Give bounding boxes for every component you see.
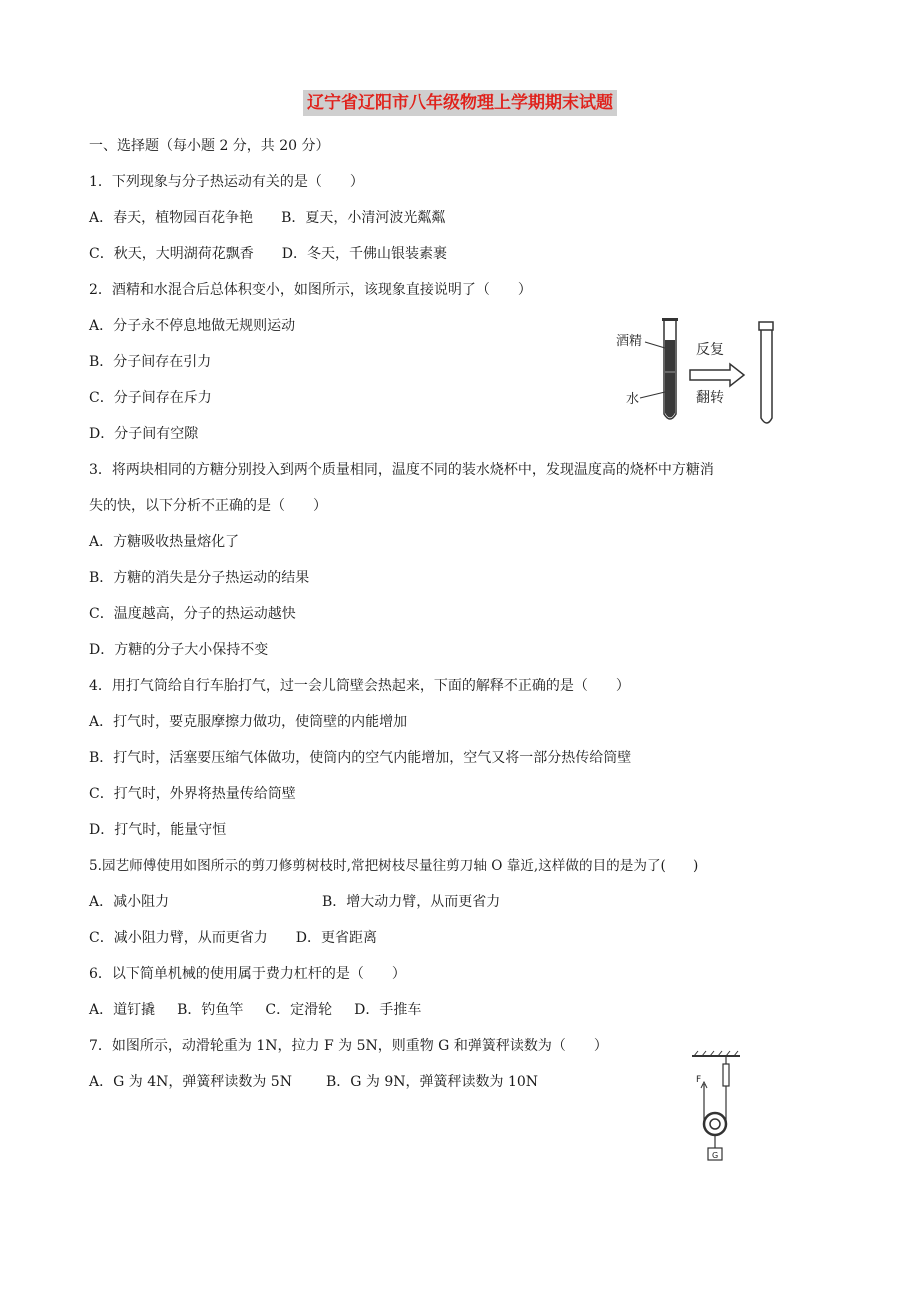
- q4-option-c: C．打气时，外界将热量传给筒壁: [89, 786, 296, 802]
- q5-option-c: C．减小阻力臂，从而更省力: [89, 930, 268, 946]
- section-heading: 一、选择题（每小题 2 分，共 20 分）: [89, 138, 330, 154]
- q4-stem: 4．用打气筒给自行车胎打气，过一会儿筒壁会热起来，下面的解释不正确的是（ ）: [89, 678, 630, 694]
- q4-option-b: B．打气时，活塞要压缩气体做功，使筒内的空气内能增加，空气又将一部分热传给筒壁: [89, 750, 632, 766]
- q3-option-a: A．方糖吸收热量熔化了: [89, 534, 240, 550]
- arrow-label-top: 反复: [696, 342, 724, 358]
- q7-options-ab: [89, 1072, 538, 1092]
- q5-option-b: B．增大动力臂，从而更省力: [322, 894, 501, 910]
- test-tube-figure: [612, 312, 792, 430]
- q7-stem: 7．如图所示，动滑轮重为 1N，拉力 F 为 5N，则重物 G 和弹簧秤读数为（ ）: [89, 1038, 608, 1054]
- q1-stem: 1．下列现象与分子热运动有关的是（ ）: [89, 174, 364, 190]
- q1-option-c: C．秋天，大明湖荷花飘香: [89, 246, 254, 262]
- q3-option-c: C．温度越高，分子的热运动越快: [89, 606, 296, 622]
- q3-stem-line2: 失的快，以下分析不正确的是（ ）: [89, 498, 327, 514]
- alcohol-pointer: [645, 342, 665, 348]
- q6-option-a: A．道钉撬: [89, 1002, 156, 1018]
- q3-stem-line1: 3．将两块相同的方糖分别投入到两个质量相同，温度不同的装水烧杯中，发现温度高的烧杯中方糖消: [89, 462, 714, 478]
- pulley-figure: [686, 1050, 746, 1168]
- q7-option-b: B．G 为 9N，弹簧秤读数为 10N: [325, 1074, 539, 1090]
- page-title: 辽宁省辽阳市八年级物理上学期期末试题: [303, 90, 617, 116]
- q5-option-a: A．减小阻力: [89, 894, 170, 910]
- water-pointer: [640, 392, 665, 398]
- q6-options: [89, 1000, 421, 1020]
- q1-options-ab: [89, 208, 445, 228]
- left-tube-rim: [662, 318, 678, 321]
- q1-option-d: D．冬天，千佛山银装素裹: [281, 246, 447, 262]
- q3-option-d: D．方糖的分子大小保持不变: [89, 642, 269, 658]
- right-tube: [761, 330, 772, 423]
- q2-option-a: A．分子永不停息地做无规则运动: [89, 318, 296, 334]
- right-tube-cap: [759, 322, 773, 330]
- q1-option-a: A．春天，植物园百花争艳: [89, 210, 254, 226]
- arrow-icon: [690, 364, 744, 386]
- page-title-wrap: [0, 90, 920, 116]
- weight-label: G: [712, 1151, 719, 1160]
- q1-option-b: B．夏天，小清河波光粼粼: [281, 210, 446, 226]
- q5-options-ab: [89, 892, 500, 912]
- q1-options-cd: [89, 244, 447, 264]
- pulley-hub: [710, 1119, 720, 1129]
- q2-option-b: B．分子间存在引力: [89, 354, 212, 370]
- left-tube-liquid: [665, 340, 675, 418]
- arrow-label-bottom: 翻转: [696, 390, 724, 406]
- q4-option-a: A．打气时，要克服摩擦力做功，使筒壁的内能增加: [89, 714, 408, 730]
- alcohol-label: 酒精: [616, 334, 643, 349]
- q6-option-c: C．定滑轮: [265, 1002, 333, 1018]
- q3-option-b: B．方糖的消失是分子热运动的结果: [89, 570, 310, 586]
- q7-option-a: A．G 为 4N，弹簧秤读数为 5N: [89, 1074, 292, 1090]
- water-label: 水: [626, 392, 640, 407]
- q5-options-cd: [89, 928, 377, 948]
- q4-option-d: D．打气时，能量守恒: [89, 822, 227, 838]
- q6-stem: 6．以下简单机械的使用属于费力杠杆的是（ ）: [89, 966, 406, 982]
- q2-option-c: C．分子间存在斥力: [89, 390, 212, 406]
- q6-option-d: D．手推车: [354, 1002, 422, 1018]
- q5-stem: 5.园艺师傅使用如图所示的剪刀修剪树枝时,常把树枝尽量往剪刀轴 O 靠近,这样做的目的是为了( ): [89, 858, 699, 874]
- q5-option-d: D．更省距离: [295, 930, 377, 946]
- q6-option-b: B．钓鱼竿: [177, 1002, 244, 1018]
- q2-stem: 2．酒精和水混合后总体积变小，如图所示，该现象直接说明了（ ）: [89, 282, 532, 298]
- force-label: F: [696, 1075, 702, 1085]
- spring-scale: [723, 1064, 729, 1086]
- q2-option-d: D．分子间有空隙: [89, 426, 199, 442]
- movable-pulley: [704, 1113, 726, 1135]
